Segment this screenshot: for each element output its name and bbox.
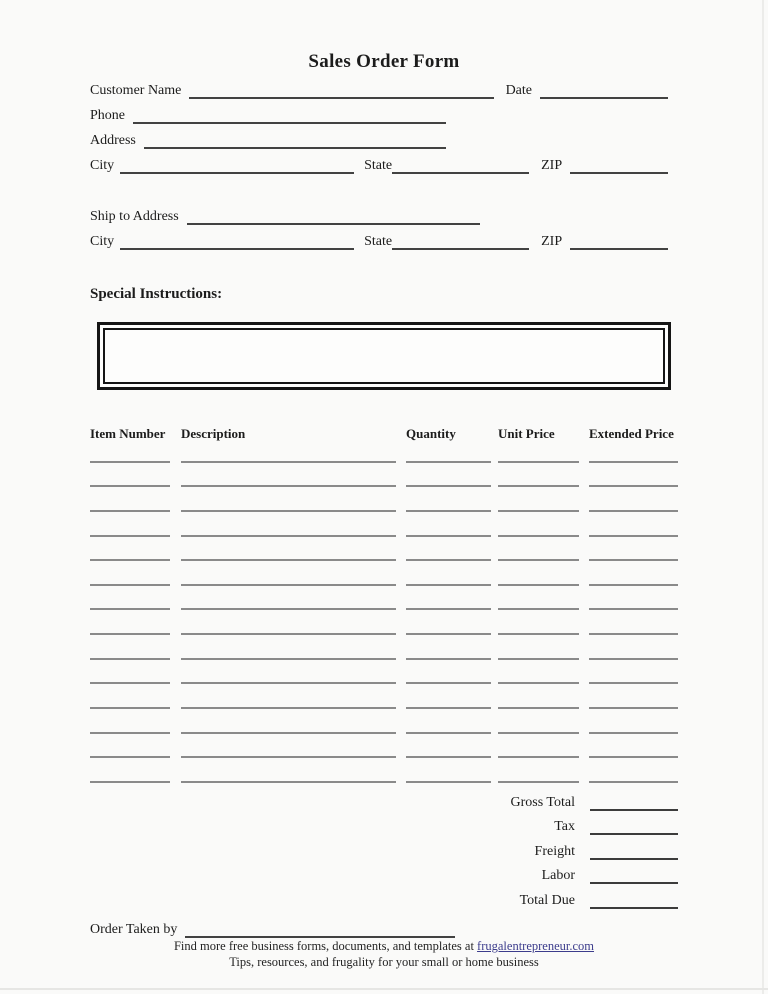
state-label: State bbox=[364, 158, 393, 173]
item-quantity-line bbox=[406, 463, 491, 488]
item-unit-price-line bbox=[498, 512, 579, 537]
item-description-line bbox=[181, 487, 396, 512]
item-quantity-line bbox=[406, 561, 491, 586]
item-extended-price-line bbox=[589, 438, 678, 463]
item-extended-price-line bbox=[589, 561, 678, 586]
gross-total-row bbox=[420, 786, 678, 811]
item-description-line bbox=[181, 734, 396, 759]
customer-name-line bbox=[189, 81, 493, 99]
special-instructions-label: Special Instructions: bbox=[90, 286, 223, 302]
footer-line1-text: Find more free business forms, documents, and templates at bbox=[173, 939, 478, 953]
labor-label: Labor bbox=[541, 868, 575, 884]
item-description-line bbox=[181, 512, 396, 537]
item-extended-price-line bbox=[589, 684, 678, 709]
items-rows bbox=[90, 438, 679, 783]
special-instructions-box bbox=[97, 322, 671, 390]
item-extended-price-line bbox=[589, 758, 678, 783]
address-label: Address bbox=[90, 133, 136, 148]
item-quantity-line bbox=[406, 610, 491, 635]
item-unit-price-line bbox=[498, 438, 579, 463]
item-row bbox=[90, 586, 679, 611]
item-description-line bbox=[181, 684, 396, 709]
item-unit-price-line bbox=[498, 561, 579, 586]
special-instructions-area bbox=[103, 328, 665, 384]
item-quantity-line bbox=[406, 734, 491, 759]
item-quantity-line bbox=[406, 586, 491, 611]
total-due-line bbox=[590, 884, 678, 909]
item-quantity-line bbox=[406, 758, 491, 783]
phone-label: Phone bbox=[90, 108, 125, 123]
tax-line bbox=[590, 811, 678, 836]
freight-line bbox=[590, 835, 678, 860]
item-unit-price-line bbox=[498, 463, 579, 488]
item-number-line bbox=[90, 586, 170, 611]
item-unit-price-line bbox=[498, 586, 579, 611]
header-description: Description bbox=[181, 426, 246, 441]
labor-row bbox=[420, 860, 678, 885]
header-extended-price: Extended Price bbox=[589, 426, 674, 441]
item-row bbox=[90, 610, 679, 635]
date-label: Date bbox=[505, 83, 532, 98]
phone-line bbox=[133, 106, 446, 124]
order-taken-by-row bbox=[90, 920, 470, 938]
item-number-line bbox=[90, 512, 170, 537]
header-unit-price: Unit Price bbox=[498, 426, 555, 441]
state-line bbox=[392, 156, 529, 174]
item-unit-price-line bbox=[498, 635, 579, 660]
item-extended-price-line bbox=[589, 487, 678, 512]
date-line bbox=[540, 81, 668, 99]
city-line bbox=[120, 156, 354, 174]
item-row bbox=[90, 758, 679, 783]
city-label: City bbox=[90, 158, 115, 173]
tax-row bbox=[420, 811, 678, 836]
item-row bbox=[90, 512, 679, 537]
footer-line2: Tips, resources, and frugality for your small or home business bbox=[229, 954, 539, 969]
item-row bbox=[90, 734, 679, 759]
ship-zip-line bbox=[570, 232, 668, 250]
item-description-line bbox=[181, 660, 396, 685]
item-quantity-line bbox=[406, 537, 491, 562]
tax-label: Tax bbox=[554, 819, 575, 835]
item-extended-price-line bbox=[589, 610, 678, 635]
item-unit-price-line bbox=[498, 684, 579, 709]
order-taken-by-label: Order Taken by bbox=[90, 922, 178, 937]
ship-zip-label: ZIP bbox=[541, 234, 563, 249]
address-line bbox=[144, 131, 446, 149]
item-description-line bbox=[181, 537, 396, 562]
ship-address-line bbox=[187, 207, 480, 225]
item-extended-price-line bbox=[589, 709, 678, 734]
item-description-line bbox=[181, 438, 396, 463]
item-description-line bbox=[181, 758, 396, 783]
total-due-label: Total Due bbox=[519, 892, 575, 908]
item-number-line bbox=[90, 709, 170, 734]
item-number-line bbox=[90, 635, 170, 660]
header-item-number: Item Number bbox=[90, 426, 166, 441]
footer-line1 bbox=[0, 939, 768, 955]
item-unit-price-line bbox=[498, 537, 579, 562]
item-description-line bbox=[181, 463, 396, 488]
item-quantity-line bbox=[406, 512, 491, 537]
item-number-line bbox=[90, 684, 170, 709]
item-quantity-line bbox=[406, 438, 491, 463]
item-number-line bbox=[90, 537, 170, 562]
item-number-line bbox=[90, 487, 170, 512]
item-unit-price-line bbox=[498, 487, 579, 512]
item-quantity-line bbox=[406, 635, 491, 660]
item-extended-price-line bbox=[589, 537, 678, 562]
freight-label: Freight bbox=[534, 843, 575, 859]
item-number-line bbox=[90, 734, 170, 759]
item-extended-price-line bbox=[589, 635, 678, 660]
item-row bbox=[90, 684, 679, 709]
item-quantity-line bbox=[406, 487, 491, 512]
item-extended-price-line bbox=[589, 463, 678, 488]
labor-line bbox=[590, 860, 678, 885]
item-extended-price-line bbox=[589, 586, 678, 611]
item-quantity-line bbox=[406, 684, 491, 709]
ship-state-label: State bbox=[364, 234, 393, 249]
item-row bbox=[90, 487, 679, 512]
order-taken-by-line bbox=[185, 920, 455, 938]
footer bbox=[0, 939, 768, 970]
item-number-line bbox=[90, 610, 170, 635]
item-description-line bbox=[181, 586, 396, 611]
gross-total-label: Gross Total bbox=[510, 794, 575, 810]
totals-section bbox=[420, 786, 678, 909]
item-number-line bbox=[90, 463, 170, 488]
address-row bbox=[90, 131, 446, 149]
ship-address-label: Ship to Address bbox=[90, 209, 179, 224]
item-unit-price-line bbox=[498, 734, 579, 759]
item-number-line bbox=[90, 561, 170, 586]
ship-state-line bbox=[392, 232, 529, 250]
customer-name-row bbox=[90, 81, 668, 99]
ship-city-line bbox=[120, 232, 354, 250]
item-quantity-line bbox=[406, 660, 491, 685]
phone-row bbox=[90, 106, 446, 124]
item-description-line bbox=[181, 709, 396, 734]
ship-city-row bbox=[90, 232, 668, 250]
freight-row bbox=[420, 835, 678, 860]
total-due-row bbox=[420, 884, 678, 909]
item-number-line bbox=[90, 438, 170, 463]
customer-city-row bbox=[90, 156, 668, 174]
gross-total-line bbox=[590, 786, 678, 811]
item-unit-price-line bbox=[498, 610, 579, 635]
item-row bbox=[90, 438, 679, 463]
item-number-line bbox=[90, 660, 170, 685]
item-unit-price-line bbox=[498, 660, 579, 685]
item-description-line bbox=[181, 561, 396, 586]
header-quantity: Quantity bbox=[406, 426, 456, 441]
item-row bbox=[90, 561, 679, 586]
item-row bbox=[90, 537, 679, 562]
item-row bbox=[90, 463, 679, 488]
customer-name-label: Customer Name bbox=[90, 83, 182, 98]
ship-address-row bbox=[90, 207, 480, 225]
item-extended-price-line bbox=[589, 734, 678, 759]
item-description-line bbox=[181, 635, 396, 660]
item-row bbox=[90, 635, 679, 660]
frugalentrepreneur-link[interactable]: frugalentrepreneur.com bbox=[477, 939, 595, 953]
page-title: Sales Order Form bbox=[308, 51, 460, 72]
item-number-line bbox=[90, 758, 170, 783]
item-extended-price-line bbox=[589, 512, 678, 537]
zip-label: ZIP bbox=[541, 158, 563, 173]
item-row bbox=[90, 709, 679, 734]
item-extended-price-line bbox=[589, 660, 678, 685]
ship-city-label: City bbox=[90, 234, 115, 249]
item-description-line bbox=[181, 610, 396, 635]
item-unit-price-line bbox=[498, 758, 579, 783]
zip-line bbox=[570, 156, 668, 174]
item-row bbox=[90, 660, 679, 685]
item-quantity-line bbox=[406, 709, 491, 734]
item-unit-price-line bbox=[498, 709, 579, 734]
